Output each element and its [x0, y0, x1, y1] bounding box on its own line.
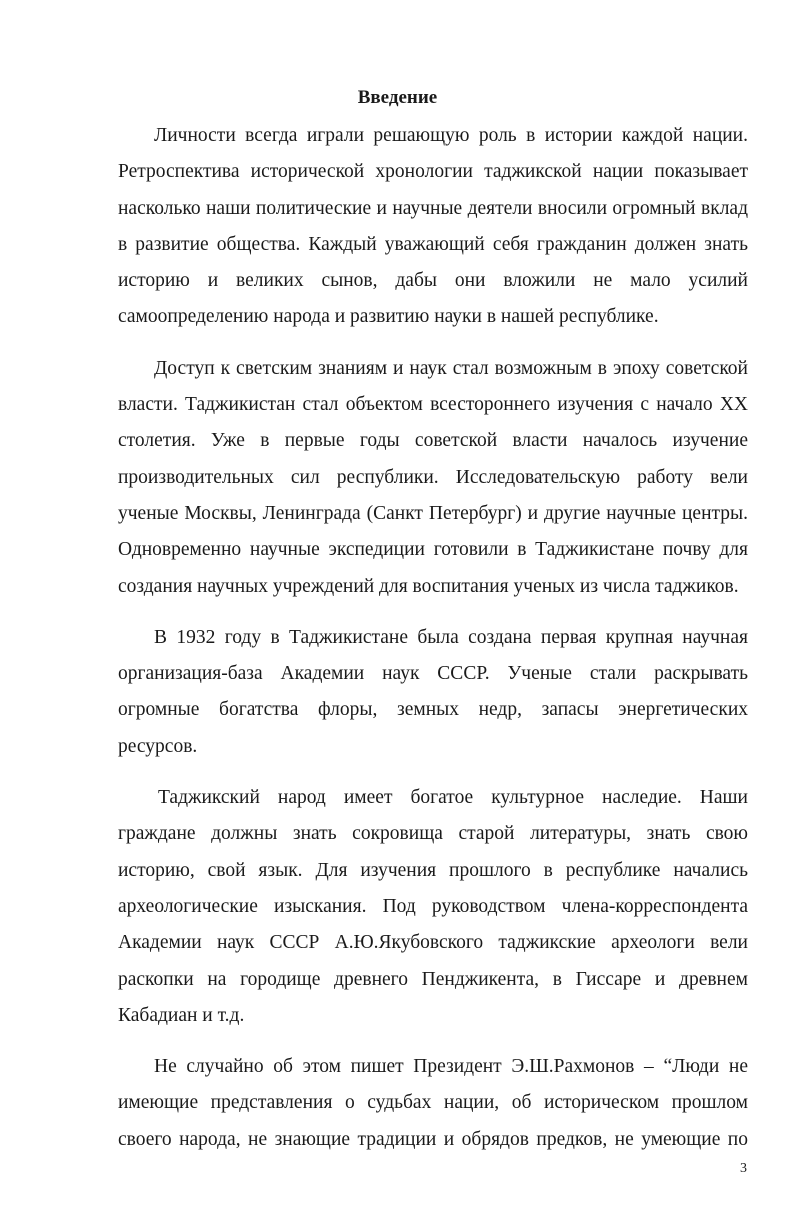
text-line: Академии наук СССР А.Ю.Якубовского таджикские археологи вели: [118, 932, 748, 954]
text-line: создания научных учреждений для воспитания ученых из числа таджиков.: [118, 575, 739, 597]
text-line: Ретроспектива исторической хронологии таджикской нации показывает: [118, 161, 748, 183]
text-line: производительных сил республики. Исследовательскую работу вели: [118, 466, 748, 488]
text-line: огромные богатства флоры, земных недр, запасы энергетических: [118, 699, 748, 721]
paragraph-3: [118, 620, 748, 765]
text-line: Не случайно об этом пишет Президент Э.Ш.Рахмонов – “Люди не: [154, 1056, 748, 1078]
text-line: Личности всегда играли решающую роль в истории каждой нации.: [154, 125, 748, 146]
text-line: организация-база Академии наук СССР. Ученые стали раскрывать: [118, 663, 748, 685]
text-line: археологические изыскания. Под руководством члена-корреспондента: [118, 895, 748, 917]
paragraph-5: [118, 1049, 748, 1158]
text-line: Доступ к светским знаниям и наук стал возможным в эпоху советской: [154, 357, 748, 379]
paragraph-2: [118, 351, 748, 605]
text-line: самоопределению народа и развитию науки в нашей республике.: [118, 306, 659, 328]
text-line: столетия. Уже в первые годы советской власти началось изучение: [118, 430, 748, 452]
text-line: Одновременно научные экспедиции готовили в Таджикистане почву для: [118, 539, 748, 561]
text-line: ученые Москвы, Ленинграда (Санкт Петербург) и другие научные центры.: [118, 502, 748, 524]
page-number: 3: [740, 1161, 747, 1176]
text-line: насколько наши политические и научные деятели вносили огромный вклад: [118, 197, 748, 219]
document-body: [118, 118, 748, 1173]
text-line: в развитие общества. Каждый уважающий себя гражданин должен знать: [118, 233, 748, 255]
text-line: своего народа, не знающие традиции и обрядов предков, не умеющие по: [118, 1128, 748, 1150]
text-line: историю и великих сынов, дабы они вложили не мало усилий: [118, 270, 748, 292]
page-title: Введение: [357, 87, 438, 108]
text-line: В 1932 году в Таджикистане была создана первая крупная научная: [154, 626, 748, 648]
paragraph-4: [118, 780, 748, 1034]
text-line: историю, свой язык. Для изучения прошлого в республике начались: [118, 859, 748, 881]
text-line: Кабадиан и т.д.: [118, 1004, 245, 1026]
text-line: Таджикский народ имеет богатое культурное наследие. Наши: [158, 787, 748, 809]
text-line: ресурсов.: [118, 735, 198, 757]
text-line: власти. Таджикистан стал объектом всестороннего изучения с начало XX: [118, 394, 748, 416]
paragraph-1: [118, 118, 748, 336]
text-line: граждане должны знать сокровища старой литературы, знать свою: [118, 823, 748, 845]
text-line: раскопки на городище древнего Пенджикента, в Гиссаре и древнем: [118, 968, 748, 990]
text-line: имеющие представления о судьбах нации, об историческом прошлом: [118, 1092, 748, 1114]
